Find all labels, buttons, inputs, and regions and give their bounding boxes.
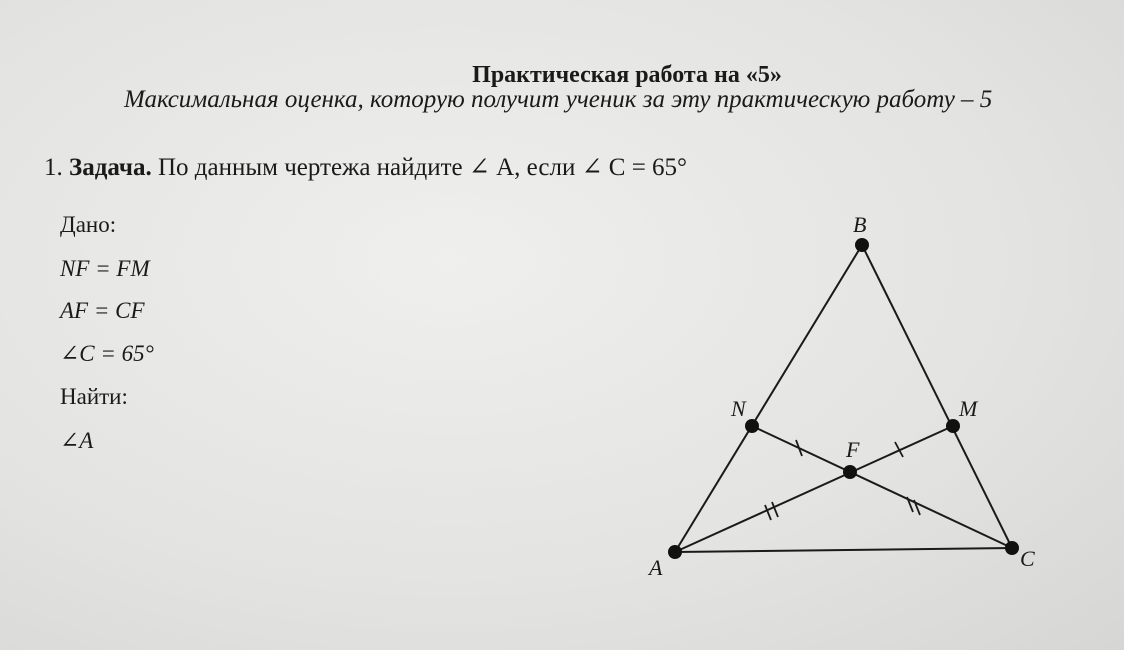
- point-m: [946, 419, 960, 433]
- point-c: [1005, 541, 1019, 555]
- label-a: A: [649, 555, 663, 580]
- label-m: M: [959, 396, 978, 421]
- point-f: [843, 465, 857, 479]
- find-target: ∠A: [60, 428, 94, 453]
- label-n: N: [731, 396, 746, 421]
- segment-nc: [752, 426, 1012, 548]
- given-condition-3: ∠C = 65°: [60, 341, 154, 366]
- page-title: Практическая работа на «5»: [472, 62, 782, 88]
- tick-af-1: [765, 505, 771, 520]
- task-text: По данным чертежа найдите ∠ A, если ∠ C = 65°: [157, 154, 688, 181]
- given-condition-2: AF = CF: [60, 298, 145, 323]
- label-f: F: [846, 437, 860, 462]
- tick-cf-2: [914, 500, 920, 515]
- task-number: 1.: [44, 154, 63, 181]
- label-c: C: [1020, 546, 1035, 571]
- segment-bc: [862, 245, 1012, 548]
- page-subtitle: Максимальная оценка, которую получит ученик за эту практическую работу – 5: [124, 86, 993, 113]
- point-a: [668, 545, 682, 559]
- point-n: [745, 419, 759, 433]
- find-heading: Найти:: [60, 384, 128, 409]
- segment-ab: [675, 245, 862, 552]
- segment-am: [675, 426, 953, 552]
- point-b: [855, 238, 869, 252]
- segment-ac: [675, 548, 1012, 552]
- label-b: B: [853, 212, 867, 237]
- given-condition-1: NF = FM: [60, 256, 150, 281]
- task-label: Задача.: [69, 154, 152, 181]
- given-heading: Дано:: [60, 212, 117, 237]
- tick-af-2: [772, 502, 778, 517]
